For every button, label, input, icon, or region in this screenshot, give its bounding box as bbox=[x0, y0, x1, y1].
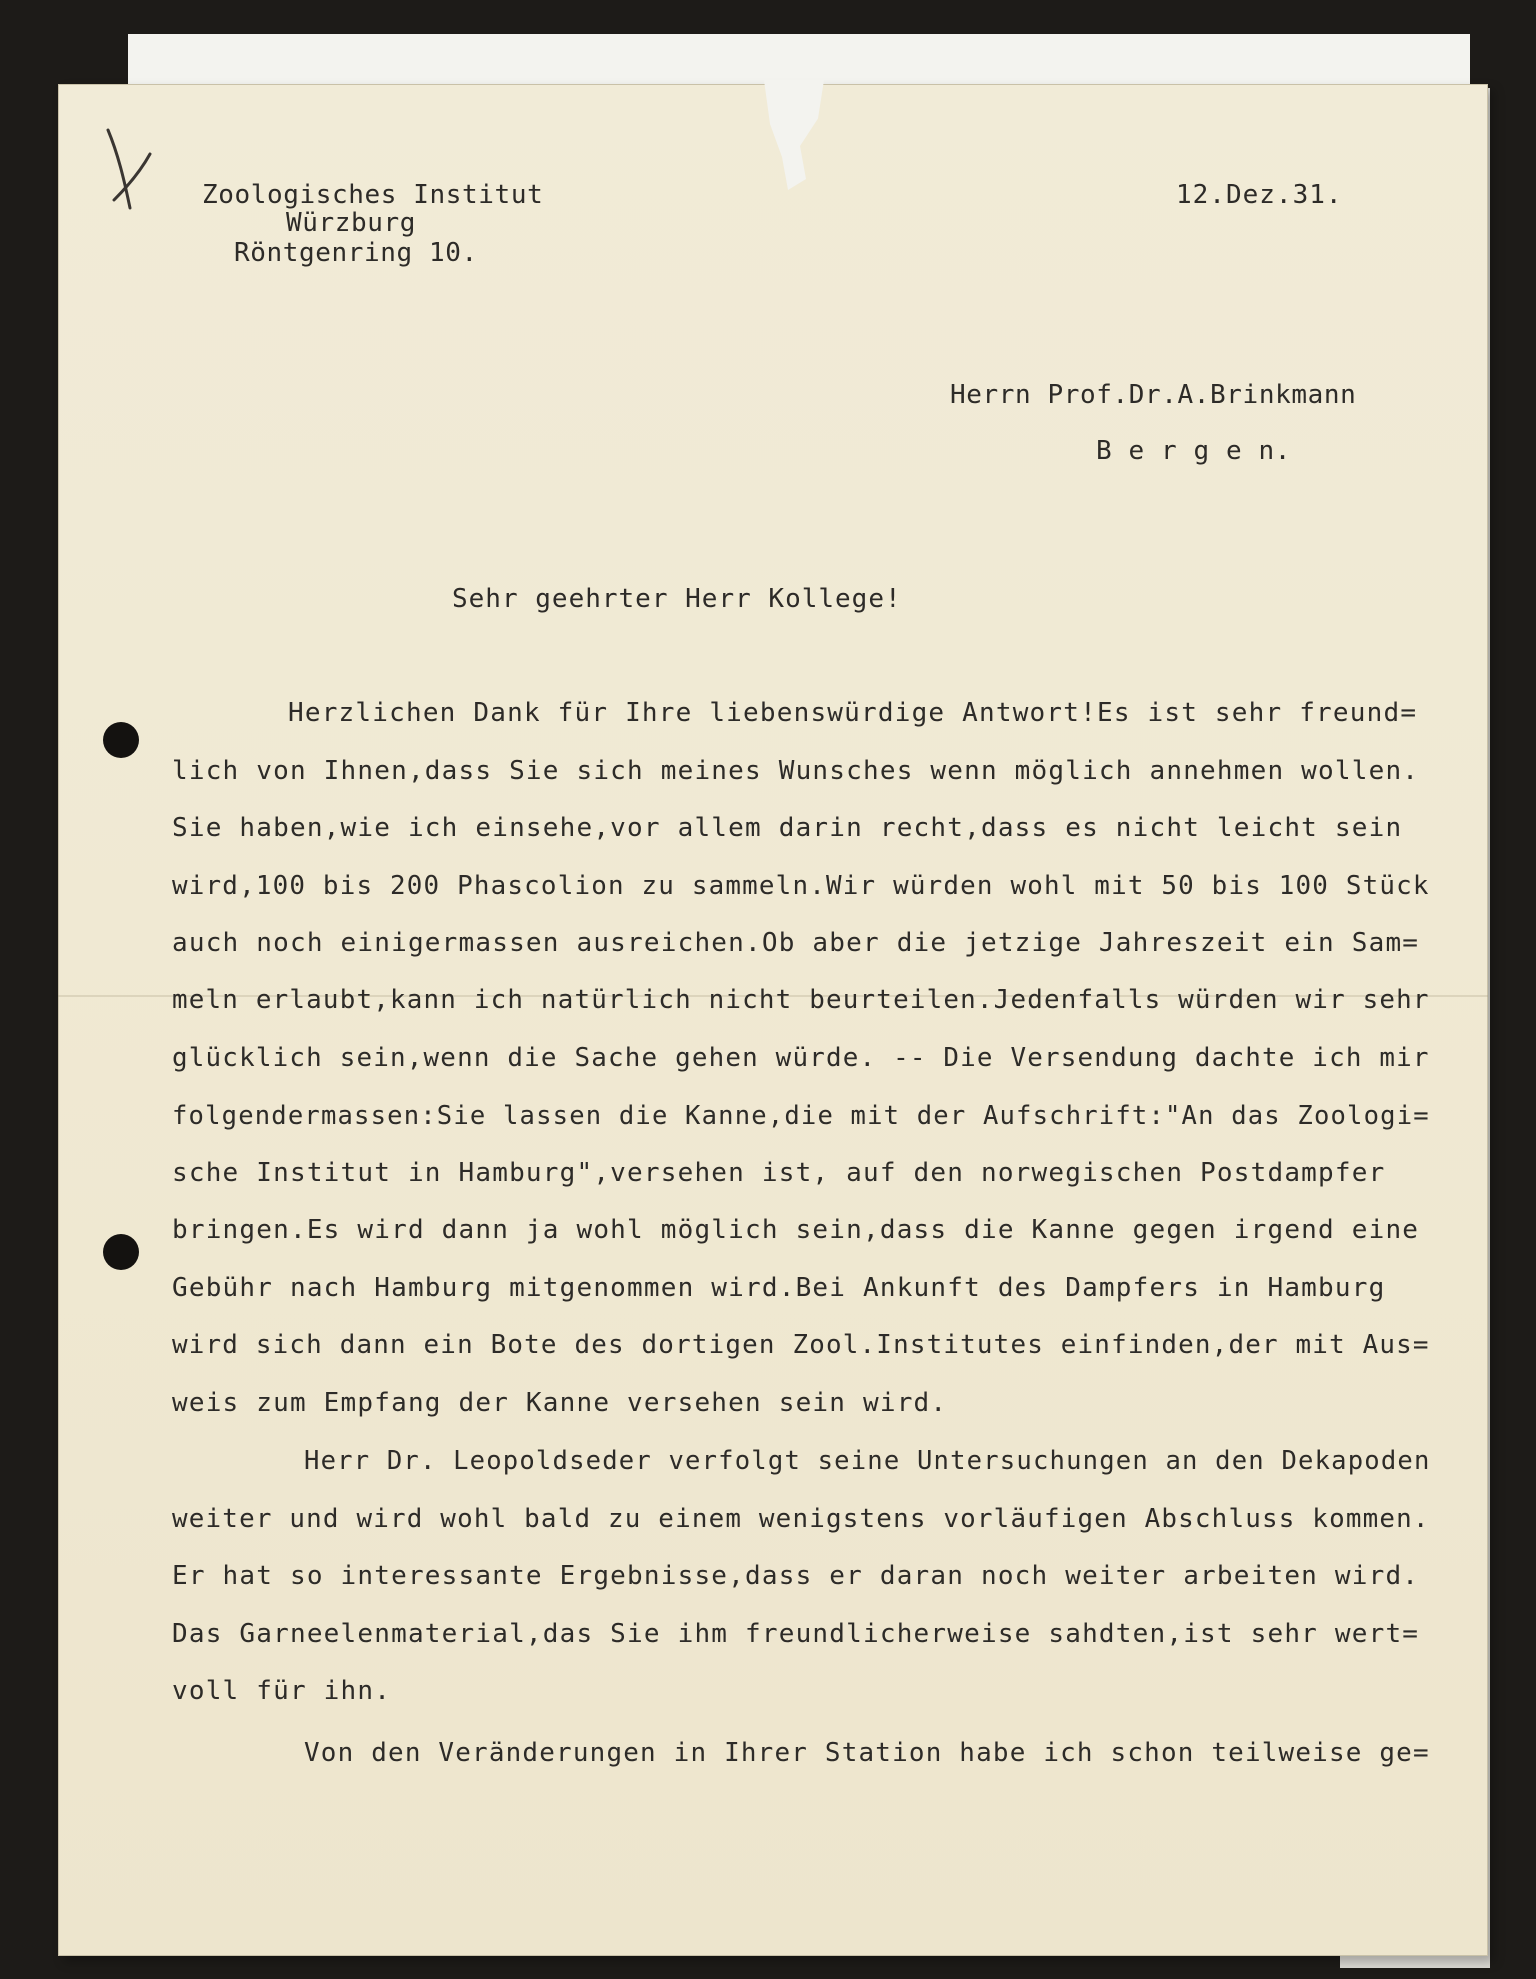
punch-hole-top bbox=[103, 722, 139, 758]
body-line: sche Institut in Hamburg",versehen ist, auf den norwegischen Postdampfer bbox=[172, 1158, 1386, 1188]
sender-institute: Zoologisches Institut bbox=[202, 180, 544, 210]
body-line: weiter und wird wohl bald zu einem wenigstens vorläufigen Abschluss kommen. bbox=[172, 1504, 1430, 1534]
salutation: Sehr geehrter Herr Kollege! bbox=[452, 584, 902, 614]
body-line: meln erlaubt,kann ich natürlich nicht beurteilen.Jedenfalls würden wir sehr bbox=[172, 985, 1430, 1015]
body-line: glücklich sein,wenn die Sache gehen würde. -- Die Versendung dachte ich mir bbox=[172, 1043, 1430, 1073]
body-line: Herzlichen Dank für Ihre liebenswürdige Antwort!Es ist sehr freund= bbox=[288, 698, 1418, 728]
body-line: Sie haben,wie ich einsehe,vor allem darin recht,dass es nicht leicht sein bbox=[172, 813, 1403, 843]
body-line: auch noch einigermassen ausreichen.Ob aber die jetzige Jahreszeit ein Sam= bbox=[172, 928, 1420, 958]
body-line: Herr Dr. Leopoldseder verfolgt seine Untersuchungen an den Dekapoden bbox=[304, 1446, 1431, 1476]
body-line: Er hat so interessante Ergebnisse,dass er daran noch weiter arbeiten wird. bbox=[172, 1561, 1420, 1591]
body-line: bringen.Es wird dann ja wohl möglich sein,dass die Kanne gegen irgend eine bbox=[172, 1215, 1420, 1245]
body-line: lich von Ihnen,dass Sie sich meines Wunsches wenn möglich annehmen wollen. bbox=[172, 756, 1420, 786]
body-line: wird sich dann ein Bote des dortigen Zool.Institutes einfinden,der mit Aus= bbox=[172, 1330, 1430, 1360]
body-line: wird,100 bis 200 Phascolion zu sammeln.Wir würden wohl mit 50 bis 100 Stück bbox=[172, 871, 1430, 901]
recipient-name: Herrn Prof.Dr.A.Brinkmann bbox=[950, 380, 1357, 410]
sender-street: Röntgenring 10. bbox=[234, 238, 478, 268]
body-line: voll für ihn. bbox=[172, 1676, 392, 1706]
body-line: Gebühr nach Hamburg mitgenommen wird.Bei Ankunft des Dampfers in Hamburg bbox=[172, 1273, 1386, 1303]
body-line: weis zum Empfang der Kanne versehen sein wird. bbox=[172, 1388, 948, 1418]
punch-hole-bottom bbox=[103, 1234, 139, 1270]
body-line: Von den Veränderungen in Ihrer Station habe ich schon teilweise ge= bbox=[304, 1738, 1430, 1768]
letter-date: 12.Dez.31. bbox=[1176, 180, 1343, 210]
body-line: folgendermassen:Sie lassen die Kanne,die mit der Aufschrift:"An das Zoologi= bbox=[172, 1101, 1430, 1131]
sender-city: Würzburg bbox=[286, 208, 417, 238]
recipient-city: B e r g e n. bbox=[1096, 436, 1292, 466]
body-line: Das Garneelenmaterial,das Sie ihm freundlicherweise sahdten,ist sehr wert= bbox=[172, 1619, 1420, 1649]
